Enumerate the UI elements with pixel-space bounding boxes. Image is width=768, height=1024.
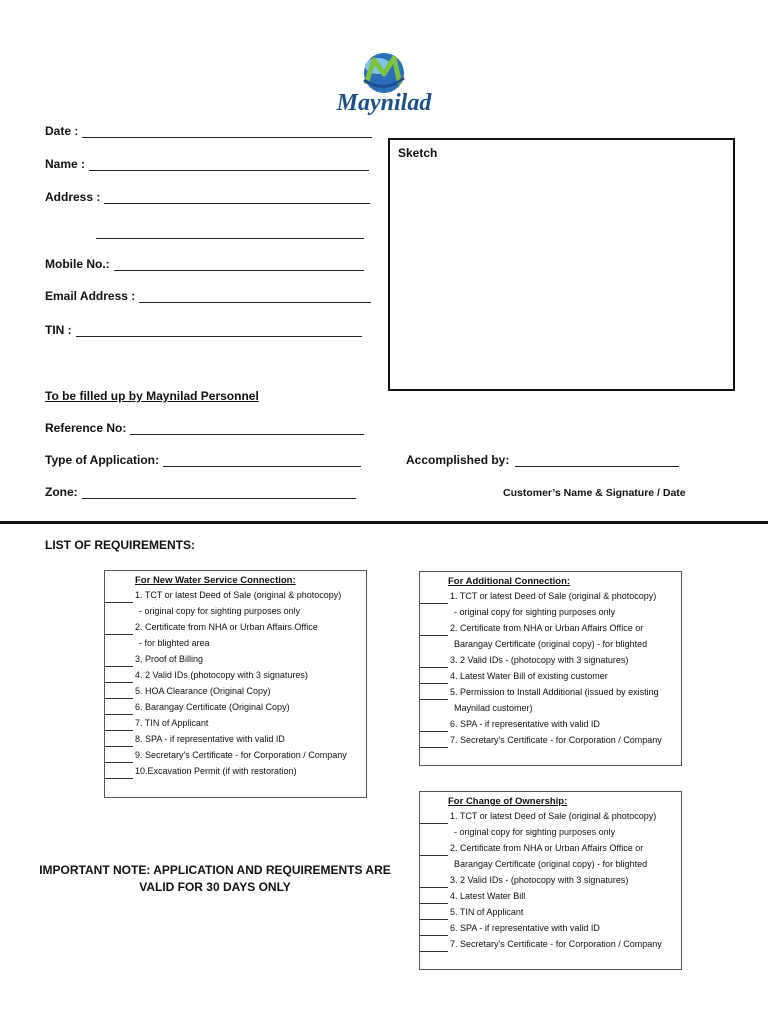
list-item: 5. TIN of Applicant (450, 907, 524, 917)
list-item: 6. SPA - if representative with valid ID (450, 923, 600, 933)
accomplished-label: Accomplished by: (406, 453, 510, 467)
accomplished-row (406, 453, 679, 467)
list-item: 8. SPA - if representative with valid ID (135, 734, 285, 744)
checkbox-blank[interactable] (105, 703, 133, 715)
address-field[interactable] (104, 191, 370, 204)
list-item: 4. Latest Water Bill (450, 891, 526, 901)
list-item: 6. SPA - if representative with valid ID (450, 719, 600, 729)
important-note-line1: IMPORTANT NOTE: APPLICATION AND REQUIREMENTS ARE (39, 863, 391, 877)
checkbox-blank[interactable] (420, 624, 448, 636)
address-row (45, 190, 370, 204)
checkbox-blank[interactable] (420, 844, 448, 856)
checkbox-blank[interactable] (105, 735, 133, 747)
reference-field[interactable] (130, 422, 364, 435)
list-item: 6. Barangay Certificate (Original Copy) (135, 702, 290, 712)
list-item: 5. HOA Clearance (Original Copy) (135, 686, 271, 696)
list-item: 1. TCT or latest Deed of Sale (original & photocopy) (450, 591, 657, 601)
name-row (45, 157, 369, 171)
list-item: - original copy for sighting purposes only (454, 607, 616, 617)
list-item: Barangay Certificate (original copy) - for blighted (454, 859, 648, 869)
name-field[interactable] (89, 158, 369, 171)
list-item: 1. TCT or latest Deed of Sale (original & photocopy) (135, 590, 342, 600)
new-connection-box (104, 570, 367, 798)
date-row (45, 124, 372, 138)
section-divider (0, 521, 768, 524)
list-item: 9. Secretary's Certificate - for Corporation / Company (135, 750, 347, 760)
address-field-line2[interactable] (96, 226, 364, 239)
tin-field[interactable] (76, 324, 362, 337)
mobile-label: Mobile No.: (45, 257, 110, 271)
checkbox-blank[interactable] (420, 812, 448, 824)
list-item: 3. 2 Valid IDs - (photocopy with 3 signatures) (450, 875, 629, 885)
address-label: Address : (45, 190, 101, 204)
checkbox-blank[interactable] (420, 876, 448, 888)
zone-field[interactable] (82, 486, 356, 499)
mobile-field[interactable] (114, 258, 364, 271)
list-item: Barangay Certificate (original copy) - for blighted (454, 639, 648, 649)
date-field[interactable] (82, 125, 372, 138)
reference-label: Reference No: (45, 421, 127, 435)
change-ownership-title: For Change of Ownership: (448, 796, 568, 807)
checkbox-blank[interactable] (420, 908, 448, 920)
checkbox-blank[interactable] (105, 719, 133, 731)
list-item: 10.Excavation Permit (if with restoration) (135, 766, 297, 776)
checkbox-blank[interactable] (420, 940, 448, 952)
list-item: 4. Latest Water Bill of existing customer (450, 671, 608, 681)
checkbox-blank[interactable] (420, 688, 448, 700)
email-label: Email Address : (45, 289, 136, 303)
additional-connection-title: For Additional Connection: (448, 576, 571, 587)
reference-row (45, 421, 364, 435)
checkbox-blank[interactable] (105, 767, 133, 779)
checkbox-blank[interactable] (105, 591, 133, 603)
requirements-heading: LIST OF REQUIREMENTS: (45, 538, 195, 552)
important-note-line2: VALID FOR 30 DAYS ONLY (139, 880, 291, 894)
checkbox-blank[interactable] (105, 623, 133, 635)
list-item: - for blighted area (139, 638, 210, 648)
signature-caption: Customer’s Name & Signature / Date (503, 487, 686, 499)
list-item: 7. Secretary's Certificate - for Corporation / Company (450, 939, 662, 949)
list-item: 1. TCT or latest Deed of Sale (original & photocopy) (450, 811, 657, 821)
email-row (45, 289, 371, 303)
tin-row (45, 323, 362, 337)
accomplished-field[interactable] (515, 454, 679, 467)
zone-row (45, 485, 356, 499)
list-item: - original copy for sighting purposes only (139, 606, 301, 616)
new-connection-title: For New Water Service Connection: (135, 575, 296, 586)
maynilad-logo (328, 50, 440, 122)
list-item: - original copy for sighting purposes only (454, 827, 616, 837)
list-item: 5. Permission to Install Additional (issued by existing (450, 687, 659, 697)
additional-connection-box (419, 571, 682, 766)
checkbox-blank[interactable] (420, 672, 448, 684)
date-label: Date : (45, 124, 79, 138)
type-label: Type of Application: (45, 453, 159, 467)
list-item: Maynilad customer) (454, 703, 533, 713)
checkbox-blank[interactable] (105, 687, 133, 699)
checkbox-blank[interactable] (420, 720, 448, 732)
checkbox-blank[interactable] (105, 671, 133, 683)
list-item: 2. Certificate from NHA or Urban Affairs Office or (450, 843, 644, 853)
type-field[interactable] (163, 454, 361, 467)
list-item: 7. TIN of Applicant (135, 718, 209, 728)
list-item: 2. Certificate from NHA or Urban Affairs Office or (450, 623, 644, 633)
checkbox-blank[interactable] (105, 655, 133, 667)
checkbox-blank[interactable] (420, 592, 448, 604)
checkbox-blank[interactable] (420, 736, 448, 748)
email-field[interactable] (139, 290, 371, 303)
checkbox-blank[interactable] (420, 656, 448, 668)
change-ownership-box (419, 791, 682, 970)
list-item: 3. Proof of Billing (135, 654, 204, 664)
sketch-box[interactable] (388, 138, 735, 391)
name-label: Name : (45, 157, 86, 171)
list-item: 7. Secretary's Certificate - for Corporation / Company (450, 735, 662, 745)
tin-label: TIN : (45, 323, 72, 337)
checkbox-blank[interactable] (105, 751, 133, 763)
type-row (45, 453, 361, 467)
list-item: 3. 2 Valid IDs - (photocopy with 3 signatures) (450, 655, 629, 665)
list-item: 2. Certificate from NHA or Urban Affairs Office (135, 622, 318, 632)
personnel-heading: To be filled up by Maynilad Personnel (45, 389, 259, 403)
mobile-row (45, 257, 364, 271)
important-note (30, 862, 400, 896)
zone-label: Zone: (45, 485, 78, 499)
list-item: 4. 2 Valid IDs (photocopy with 3 signatures) (135, 670, 308, 680)
checkbox-blank[interactable] (420, 924, 448, 936)
sketch-label: Sketch (398, 146, 438, 160)
checkbox-blank[interactable] (420, 892, 448, 904)
logo-text: Maynilad (336, 90, 432, 116)
